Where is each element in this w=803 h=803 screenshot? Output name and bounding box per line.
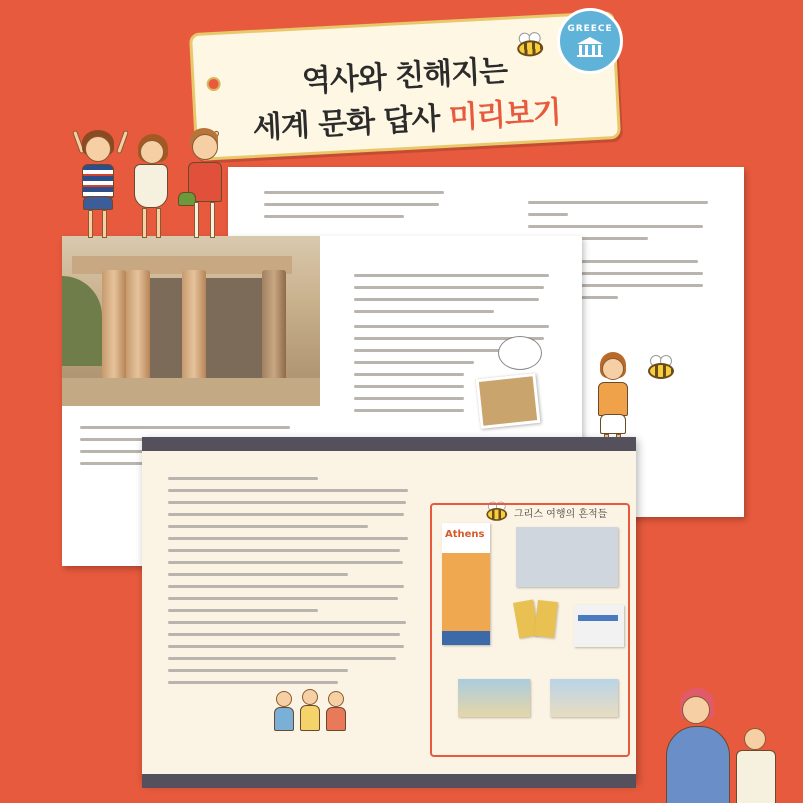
ticket-2 [534, 600, 558, 638]
speech-bubble [498, 336, 542, 370]
souvenir-header: 그리스 여행의 흔적들 [514, 509, 608, 520]
three-kids-illustration [72, 126, 232, 246]
palace-ruins-photo [62, 236, 320, 406]
museum-ticket-2 [550, 679, 618, 717]
bee-icon [510, 32, 547, 60]
boarding-pass [574, 605, 624, 647]
map-title: Athens [445, 529, 485, 540]
athens-map [442, 523, 490, 645]
snapshot-photo [476, 373, 541, 429]
banner-title-highlight: 미리보기 [447, 94, 562, 136]
temple-icon [575, 36, 605, 58]
banner-title-main: 세계 문화 답사 [252, 101, 441, 146]
greece-badge [557, 8, 623, 74]
front-book-spread [142, 437, 636, 782]
badge-label: GREECE [567, 24, 613, 34]
ticket-card [516, 527, 618, 587]
kids-illustration [272, 687, 352, 767]
banner-title-line1: 역사와 친해지는 [301, 53, 508, 100]
book-bottom-edge [142, 774, 636, 788]
front-left-text [168, 477, 418, 693]
greek-lady-illustration [660, 688, 800, 803]
bee-icon [642, 355, 678, 381]
title-banner [189, 11, 621, 161]
museum-ticket-1 [458, 679, 530, 717]
souvenir-box [430, 503, 630, 757]
back-left-text [264, 191, 454, 227]
